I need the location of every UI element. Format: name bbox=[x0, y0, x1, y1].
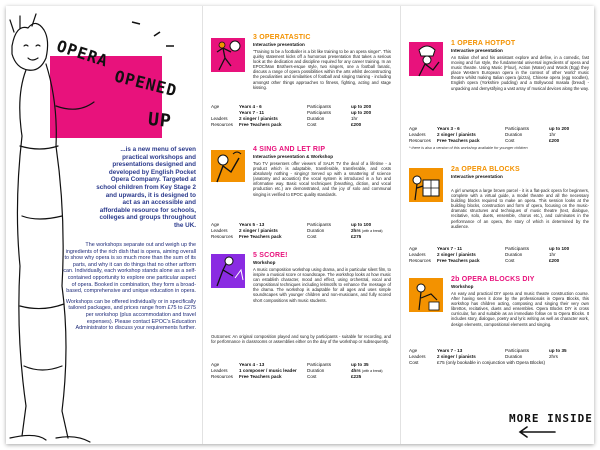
section-subtitle: Interactive presentation bbox=[253, 42, 305, 47]
section-details bbox=[409, 126, 591, 151]
participants-value: up to 100 bbox=[549, 246, 570, 251]
participants-value: up to 200 bbox=[549, 126, 570, 131]
duration-label: Duration bbox=[505, 252, 523, 257]
intro-paragraph: ...is a new menu of seven practical workshops and presentations designed and developed by English Pocket Opera Company. Targeted at school children from Key Stage 2 and upwards, it is designed to act as an accessible and affordable resource for schools, colleges and groups throughout the UK. bbox=[96, 146, 196, 229]
participants-label: Participants bbox=[307, 222, 332, 227]
duration-value: 1hr bbox=[549, 132, 556, 137]
participants-label: Participants bbox=[505, 126, 530, 131]
section-title: 3 OPERATASTIC bbox=[253, 34, 311, 41]
resources-label: Resources bbox=[211, 234, 233, 239]
section-subtitle: Interactive presentation & Workshop bbox=[253, 154, 334, 159]
leaders-value: 2 singer / pianists bbox=[239, 116, 278, 121]
resources-value: Free Teachers pack bbox=[437, 258, 480, 263]
resources-label: Resources bbox=[409, 258, 431, 263]
duration-value: 2hrs bbox=[549, 354, 558, 359]
duration-note: (with a break) bbox=[362, 369, 383, 373]
singing-figure-icon bbox=[209, 146, 249, 186]
resources-label: Resources bbox=[211, 122, 233, 127]
duration-label: Duration bbox=[505, 354, 523, 359]
diy-figure-icon bbox=[407, 276, 447, 316]
age-value: Years 4 - 6 bbox=[239, 104, 262, 109]
body-paragraph: The workshops separate out and weigh up the ingredients of the rich dish that is opera, aiming overall to show why opera is so much more than the sum of its parts, and why it can do things that no other artform can. Individually, each workshop stands alone as a self-contained opportunity to explore one particular aspect of opera. Booked in combination, they form a broad-based, comprehensive and unique education in opera. bbox=[63, 242, 196, 295]
age-value: Years 7 - 11 bbox=[437, 246, 463, 251]
participants-label: Participants bbox=[505, 246, 530, 251]
section-note: * there is also a version of this workshop available for younger children bbox=[409, 146, 528, 150]
duration-label: Duration bbox=[307, 116, 325, 121]
age-label: Age bbox=[211, 104, 220, 109]
resources-value: Free Teachers pack bbox=[437, 138, 480, 143]
section-details bbox=[211, 222, 393, 240]
participants-label: Participants bbox=[307, 110, 332, 115]
duration-value: 4hrs bbox=[351, 368, 361, 373]
cost-value: £225 bbox=[351, 374, 362, 379]
leaders-label: Leaders bbox=[409, 252, 426, 257]
age-label: Age bbox=[409, 246, 418, 251]
section-title: 2a OPERA BLOCKS bbox=[451, 166, 520, 173]
participants-value: up to 200 bbox=[351, 110, 372, 115]
leaders-value: 2 singer / pianists bbox=[437, 252, 476, 257]
leaders-label: Leaders bbox=[211, 368, 228, 373]
leaders-value: 2 singer / pianists bbox=[437, 354, 476, 359]
cost-label: Cost bbox=[505, 258, 515, 263]
section-details bbox=[211, 362, 393, 380]
resources-label: Resources bbox=[211, 374, 233, 379]
cost-value: £75 (only bookable in conjunction with Opera Blocks) bbox=[437, 360, 546, 365]
age-value: Years 3 - 6 bbox=[437, 126, 460, 131]
age-label: Age bbox=[409, 348, 418, 353]
resources-label: Resources bbox=[409, 138, 431, 143]
duration-label: Duration bbox=[307, 228, 325, 233]
section-title: 5 SCORE! bbox=[253, 252, 288, 259]
participants-value: up to 35 bbox=[549, 348, 567, 353]
leaders-label: Leaders bbox=[211, 228, 228, 233]
participants-value: up to 100 bbox=[351, 222, 372, 227]
right-panel bbox=[400, 6, 594, 444]
leaders-label: Leaders bbox=[409, 132, 426, 137]
cost-label: Cost bbox=[409, 360, 419, 365]
resources-value: Free Teachers pack bbox=[239, 374, 282, 379]
participants-value: up to 200 bbox=[351, 104, 372, 109]
cost-label: Cost bbox=[307, 374, 317, 379]
section-subtitle: Workshop bbox=[451, 284, 474, 289]
age-value: Years 4 - 13 bbox=[239, 362, 265, 367]
cost-value: £200 bbox=[549, 258, 560, 263]
title-word-opened: OPENED bbox=[112, 66, 180, 101]
parcel-girl-icon bbox=[407, 166, 447, 206]
section-description: Two TV presenters offer viewers of SALR TV the deal of a lifetime - a product which is adaptable, transferable, transferable, and costs absolutely nothing - singing! Served up with a smattering of science (anatomy and acoustics) the vocal system is introduced in a fun and informative way. Basic vocal techniques (breathing, diction, and vocal production etc.) are demonstrated, and the joy of solo and communal singing is verified to EPOC quality standards. bbox=[253, 161, 391, 197]
cover-panel bbox=[6, 6, 200, 444]
cost-label: Cost bbox=[505, 138, 515, 143]
cost-value: £200 bbox=[549, 138, 560, 143]
cover-body-text bbox=[62, 242, 196, 336]
section-outcomes: Outcomes: An original composition played and sung by participants - suitable for recording, and for performance in classrooms or assemblies either on the day of the workshop or subsequently. bbox=[211, 334, 391, 345]
duration-note: (with a break) bbox=[362, 229, 383, 233]
section-description: An easy and practical DIY opera and music theatre construction course. After having seen it done by the professionals in Opera Blocks, this workshop has children acting, composing and singing their very own librettos, recitatives, duets and ensembles. Opera Blocks DIY is cross curricular, fun and suitable as an immediate follow on to Opera Blocks. It includes story, dialogue, poetry and lyric writing as well as character work, design elements, compositional elements and singing. bbox=[451, 291, 589, 327]
resources-value: Free Teachers pack bbox=[239, 234, 282, 239]
title-word-opera: OPERA bbox=[54, 36, 111, 71]
section-details bbox=[409, 348, 591, 366]
participants-value: up to 35 bbox=[351, 362, 369, 367]
duration-label: Duration bbox=[505, 132, 523, 137]
cost-value: £200 bbox=[351, 122, 362, 127]
section-subtitle: Interactive presentation bbox=[451, 48, 503, 53]
more-inside-label: MORE INSIDE bbox=[509, 412, 593, 425]
section-subtitle: Interactive presentation bbox=[451, 174, 503, 179]
body-paragraph: Workshops can be offered individually or in specifically tailored packages, and prices range from £75 to £275 per workshop (plus accommodation and travel expenses). Please contact EPOC's Education Administrator to discuss your requirements further. bbox=[65, 298, 196, 332]
leaders-value: 2 singer / pianists bbox=[437, 132, 476, 137]
cover-title bbox=[36, 28, 200, 138]
duration-value: 2hrs bbox=[351, 228, 361, 233]
leaders-value: 1 composer / music leader bbox=[239, 368, 297, 373]
section-description: "Training to be a footballer is a bit like training to be an opera singer". This quirky statement kicks off a humorous presentation that takes a serious look at the dedication and discipline required for any career training. In an EPOC/Man Brothers-esque style, two singers, one a football fanatic, discuss a range of opera possibilities within the arts whilst deconstructing the peculiarities and similarities of football and singing training - including amongst other things approaches to fitness, fighting, acting and stage kissing. bbox=[253, 49, 391, 90]
age-value-2: Years 7 - 11 bbox=[239, 110, 265, 115]
duration-label: Duration bbox=[307, 368, 325, 373]
age-label: Age bbox=[211, 362, 220, 367]
leaders-label: Leaders bbox=[211, 116, 228, 121]
duration-value: 1hr bbox=[351, 116, 358, 121]
cost-label: Cost bbox=[307, 234, 317, 239]
section-title: 1 OPERA HOTPOT bbox=[451, 40, 516, 47]
section-details bbox=[211, 104, 393, 128]
chef-figure-icon bbox=[407, 40, 447, 80]
title-word-up: UP bbox=[146, 108, 173, 133]
brochure-sheet bbox=[6, 6, 594, 444]
age-label: Age bbox=[211, 222, 220, 227]
leaders-value: 2 singer / pianists bbox=[239, 228, 278, 233]
composer-figure-icon bbox=[209, 252, 249, 292]
middle-panel bbox=[202, 6, 399, 444]
section-description: A girl unwraps a large brown parcel - it is a flat-pack opera for beginners, complete with a virtual guide, a model theatre and all the necessary building blocks required to make an opera. This session looks at the building blocks, construction and form of opera, focusing on the music-dramatic structures and techniques of music theatre (text, dialogue, recitative, solo, duets, ensemble, chorus etc.), and culminates in the performance of an opera, the story of which is determined by the audience. bbox=[451, 188, 589, 229]
section-title: 4 SING AND LET RIP bbox=[253, 146, 326, 153]
cost-label: Cost bbox=[307, 122, 317, 127]
participants-label: Participants bbox=[307, 362, 332, 367]
arrow-left-icon bbox=[517, 426, 557, 438]
age-value: Years 5 - 13 bbox=[239, 222, 265, 227]
section-title: 2b OPERA BLOCKS DIY bbox=[451, 276, 535, 283]
participants-label: Participants bbox=[307, 104, 332, 109]
section-description: An Italian chef and his assistant explore and define, in a comedic, fast moving and fun style, the fundamental universal ingredients of opera and music theatre. Using Music (Flour), Action (Water) and Words (Egg) they place Western European opera in the context of other 'world' music theatre whilst making Italian opera (pizza), Chinese opera (egg noodles), English opera (Yorkshire pudding) and a Bollywood masala (bread) - unpacking and demystifying a vast array of musical devices along the way. bbox=[451, 55, 589, 91]
leaders-label: Leaders bbox=[409, 354, 426, 359]
section-description: A music composition workshop using drama, and in particular silent film, to inspire a musical score or soundscape. The workshop looks at how music can establish character, mood and effect, using orchestral, vocal and compositional techniques including leitmotifs to enhance the message of the drama. The workshop is adaptable for all ages and uses simple soundscapes with younger children and non-musicians, and fully scored short compositions with music students. bbox=[253, 267, 392, 303]
cost-value: £275 bbox=[351, 234, 362, 239]
duration-value: 1hr bbox=[549, 252, 556, 257]
age-label: Age bbox=[409, 126, 418, 131]
participants-label: Participants bbox=[505, 348, 530, 353]
section-details bbox=[409, 246, 591, 264]
age-value: Years 7 - 13 bbox=[437, 348, 463, 353]
football-singer-icon bbox=[209, 36, 249, 76]
section-subtitle: Workshop bbox=[253, 260, 276, 265]
resources-value: Free Teachers pack bbox=[239, 122, 282, 127]
